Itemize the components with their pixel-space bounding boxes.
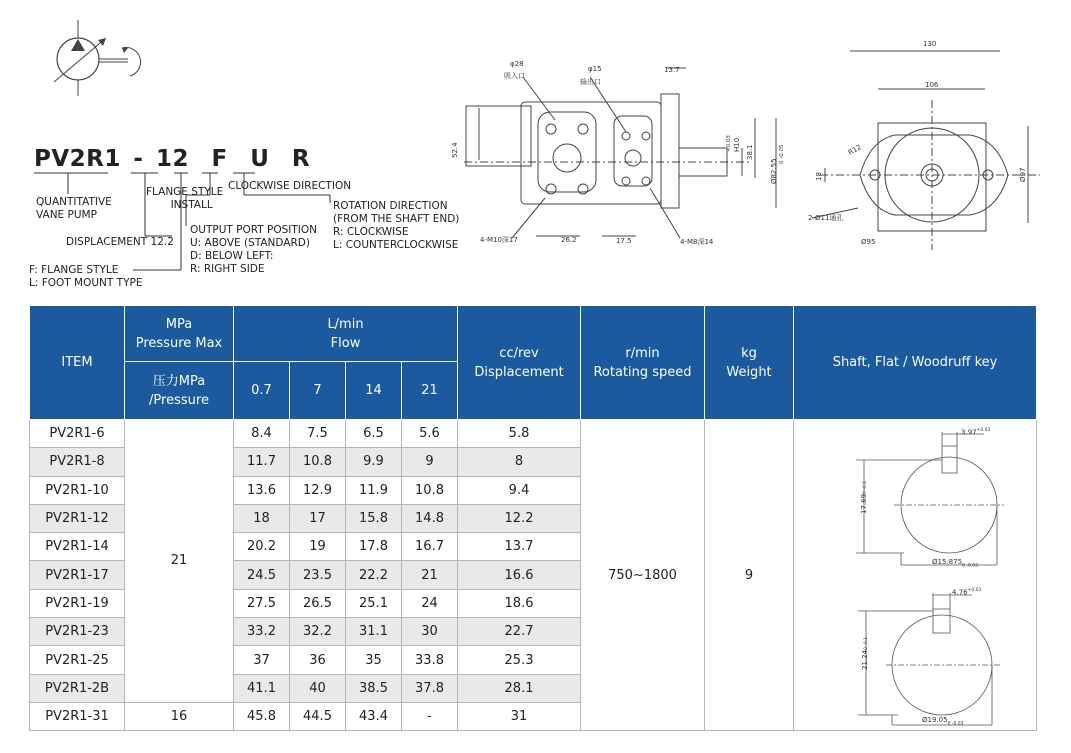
cell-flow: 31.1 — [346, 618, 402, 646]
code-dash: - — [133, 146, 144, 172]
cell-displacement: 12.2 — [458, 504, 581, 532]
dim-38-1: 38.1 — [746, 144, 754, 160]
header-item: ITEM — [30, 306, 125, 420]
cell-displacement: 16.6 — [458, 561, 581, 589]
cell-flow: 11.7 — [234, 448, 290, 476]
header-shaft: Shaft, Flat / Woodruff key — [794, 306, 1037, 420]
cell-flow: 33.8 — [402, 646, 458, 674]
cell-flow: 7.5 — [290, 420, 346, 448]
label-rotation-direction: ROTATION DIRECTION (FROM THE SHAFT END) R: CLOCKWISE L: COUNTERCLOCKWISE — [333, 200, 460, 251]
dim-26-2: 26.2 — [561, 236, 577, 244]
key2-width: $4.76^{+0.03}$ — [952, 588, 982, 597]
shaft-key-drawing-1 — [794, 420, 1037, 575]
cell-flow: 5.6 — [402, 420, 458, 448]
label-clockwise-direction: CLOCKWISE DIRECTION — [228, 180, 352, 192]
cell-flow: 11.9 — [346, 476, 402, 504]
code-f: F — [211, 146, 228, 172]
dim-130: 130 — [923, 40, 937, 48]
key2-dia: $Ø19.05_{0 -0.03}$ — [922, 716, 964, 727]
cell-flow: 24.5 — [234, 561, 290, 589]
cell-item: PV2R1-12 — [30, 504, 125, 532]
cell-displacement: 18.6 — [458, 589, 581, 617]
code-size: 12 — [155, 146, 189, 172]
cell-flow: 41.1 — [234, 674, 290, 702]
header-p21: 21 — [402, 362, 458, 420]
dim-m8: 4-M8深14 — [680, 238, 714, 246]
cell-flow: 37 — [234, 646, 290, 674]
cell-item: PV2R1-8 — [30, 448, 125, 476]
dim-inlet: 吸入口 — [504, 72, 525, 80]
code-u: U — [250, 146, 270, 172]
label-output-port: OUTPUT PORT POSITION U: ABOVE (STANDARD) D: BELOW LEFT: R: RIGHT SIDE — [190, 224, 317, 275]
cell-item: PV2R1-2B — [30, 674, 125, 702]
cell-flow: 25.1 — [346, 589, 402, 617]
shaft-key-drawing-2 — [794, 575, 1037, 730]
cell-flow: 45.8 — [234, 702, 290, 730]
dim-18: 18 — [815, 172, 823, 181]
cell-flow: 10.8 — [290, 448, 346, 476]
cell-displacement: 9.4 — [458, 476, 581, 504]
dim-d15: φ15 — [588, 65, 602, 73]
header-rotating-speed: r/min Rotating speed — [581, 306, 705, 420]
cell-flow: 38.5 — [346, 674, 402, 702]
cell-weight: 9 — [705, 420, 794, 731]
dim-shaft-dia: Ø82.55 — [770, 158, 778, 184]
cell-flow: 40 — [290, 674, 346, 702]
dim-h10: H10 — [733, 137, 741, 152]
cell-pressure-max-2: 16 — [125, 702, 234, 730]
cell-flow: 44.5 — [290, 702, 346, 730]
cell-displacement: 13.7 — [458, 533, 581, 561]
cell-displacement: 22.7 — [458, 618, 581, 646]
cell-flow: 43.4 — [346, 702, 402, 730]
dim-106: 106 — [925, 81, 939, 89]
dim-13-7: 13.7 — [664, 66, 680, 74]
cell-shaft-drawings — [794, 420, 1037, 731]
key1-dia: $Ø15.875_{0 -0.03}$ — [932, 558, 978, 569]
label-displacement: DISPLACEMENT 12.2 — [66, 236, 174, 248]
label-flange-style: FLANGE STYLE INSTALL — [146, 186, 224, 211]
cell-flow: 27.5 — [234, 589, 290, 617]
dim-r12: R12 — [846, 143, 863, 157]
cell-flow: 9 — [402, 448, 458, 476]
cell-flow: 19 — [290, 533, 346, 561]
cell-flow: 22.2 — [346, 561, 402, 589]
label-mount-type: F: FLANGE STYLE L: FOOT MOUNT TYPE — [29, 264, 143, 289]
key2-height: 21.240 -0.1 — [861, 636, 870, 670]
cell-flow: 16.7 — [402, 533, 458, 561]
dim-d28: φ28 — [510, 60, 524, 68]
cell-flow: 14.8 — [402, 504, 458, 532]
cell-displacement: 8 — [458, 448, 581, 476]
dim-m10: 4-M10深17 — [480, 236, 518, 244]
code-series: PV2R1 — [34, 146, 121, 172]
cell-item: PV2R1-6 — [30, 420, 125, 448]
cell-flow: 10.8 — [402, 476, 458, 504]
cell-flow: 30 — [402, 618, 458, 646]
spec-table — [29, 305, 1037, 731]
cell-item: PV2R1-31 — [30, 702, 125, 730]
cell-flow: 21 — [402, 561, 458, 589]
header-p7: 7 — [290, 362, 346, 420]
header-pressure-max: MPa Pressure Max — [125, 306, 234, 362]
cell-flow: 8.4 — [234, 420, 290, 448]
pump-symbol-icon — [40, 18, 150, 98]
cell-item: PV2R1-10 — [30, 476, 125, 504]
cell-item: PV2R1-17 — [30, 561, 125, 589]
dim-97: Ø97 — [1019, 167, 1027, 182]
table-row — [30, 420, 1037, 448]
dim-17-5: 17.5 — [616, 237, 632, 245]
dim-52-4: 52.4 — [451, 142, 459, 158]
header-p14: 14 — [346, 362, 402, 420]
cell-flow: 17.8 — [346, 533, 402, 561]
cell-displacement: 31 — [458, 702, 581, 730]
dim-holes: 2-Ø11通孔 — [808, 214, 844, 222]
cell-displacement: 25.3 — [458, 646, 581, 674]
dim-outlet: 输出口 — [580, 78, 601, 86]
cell-item: PV2R1-14 — [30, 533, 125, 561]
cell-flow: 20.2 — [234, 533, 290, 561]
cell-flow: - — [402, 702, 458, 730]
cell-flow: 18 — [234, 504, 290, 532]
cell-displacement: 28.1 — [458, 674, 581, 702]
label-quantitative: QUANTITATIVE VANE PUMP — [36, 196, 112, 221]
cell-flow: 15.8 — [346, 504, 402, 532]
model-code — [34, 146, 310, 172]
cell-flow: 24 — [402, 589, 458, 617]
cell-flow: 12.9 — [290, 476, 346, 504]
cell-flow: 37.8 — [402, 674, 458, 702]
cell-flow: 9.9 — [346, 448, 402, 476]
key1-width: $3.97^{+0.03}$ — [961, 428, 991, 437]
header-p07: 0.7 — [234, 362, 290, 420]
cell-flow: 17 — [290, 504, 346, 532]
key1-height: 17.690 -0.1 — [860, 480, 869, 514]
header-pressure: 压力MPa /Pressure — [125, 362, 234, 420]
dim-h10-tol: +0.03 — [726, 135, 732, 152]
cell-flow: 35 — [346, 646, 402, 674]
code-r: R — [291, 146, 311, 172]
cell-pressure-max: 21 — [125, 420, 234, 703]
cell-flow: 36 — [290, 646, 346, 674]
cell-flow: 13.6 — [234, 476, 290, 504]
cell-displacement: 5.8 — [458, 420, 581, 448]
header-displacement: cc/rev Displacement — [458, 306, 581, 420]
header-weight: kg Weight — [705, 306, 794, 420]
spec-table-body — [30, 420, 1037, 731]
header-flow: L/min Flow — [234, 306, 458, 362]
dim-shaft-tol: 0 -0.05 — [779, 144, 785, 164]
cell-item: PV2R1-19 — [30, 589, 125, 617]
cell-flow: 6.5 — [346, 420, 402, 448]
dim-95: Ø95 — [861, 238, 876, 246]
cell-rotating-speed: 750~1800 — [581, 420, 705, 731]
cell-item: PV2R1-23 — [30, 618, 125, 646]
cell-flow: 33.2 — [234, 618, 290, 646]
cell-flow: 23.5 — [290, 561, 346, 589]
cell-item: PV2R1-25 — [30, 646, 125, 674]
cell-flow: 32.2 — [290, 618, 346, 646]
cell-flow: 26.5 — [290, 589, 346, 617]
